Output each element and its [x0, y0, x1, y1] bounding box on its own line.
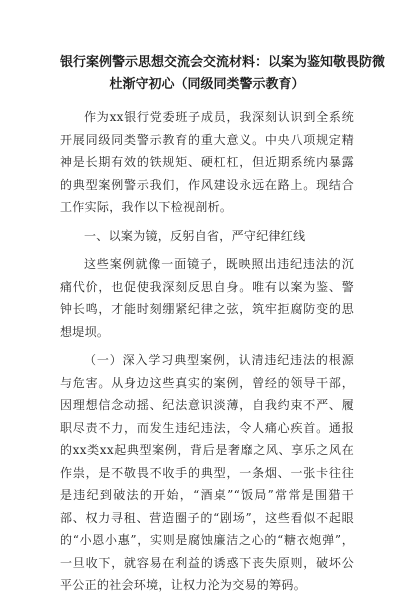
document-title — [60, 52, 386, 96]
section-1-paragraph: 这些案例就像一面镜子，既映照出违纪违法的沉痛代价，也促使我深刻反思自身。唯有以案为鉴、警钟长鸣，才能时刻绷紧纪律之弦，筑牢拒腐防变的思想堤坝。 — [60, 257, 354, 339]
intro-paragraph: 作为xx银行党委班子成员，我深刻认识到全系统开展同级同类警示教育的重大意义。中央八项规定精神是长期有效的铁规矩、硬杠杠，但近期系统内暴露的典型案例警示我们，作风建设永远在路上。现结合工作实际，我作以下检视剖析。 — [60, 110, 354, 214]
section-1-heading: 一、以案为镜，反躬自省，严守纪律红线 — [84, 228, 306, 243]
title-line-2: 杜渐守初心（同级同类警示教育） — [109, 77, 305, 92]
title-line-1: 银行案例警示思想交流会交流材料：以案为鉴知敬畏防微 — [60, 55, 386, 70]
subsection-1-paragraph: （一）深入学习典型案例，认清违纪违法的根源与危害。从身边这些真实的案例，曾经的领导干部，因理想信念动摇、纪法意识淡薄，自我约束不严、履职尽责不力，而发生违纪违法，令人痛心疾首。通报的xx类xx起典型案例，背后是奢靡之风、享乐之风在作祟，是不敬畏不收手的典型，一条烟、一张卡往往是违纪到破法的开始，“酒桌”“饭局”常常是围猎干部、权力寻租、营造圈子的“剧场”，这些看似不起眼的“小恩小惠”，实则是腐蚀廉洁之心的“糖衣炮弹”，一旦收下，就容易在利益的诱惑下丧失原则，破坏公平公正的社会环境，让权力沦为交易的筹码。 — [60, 353, 354, 592]
